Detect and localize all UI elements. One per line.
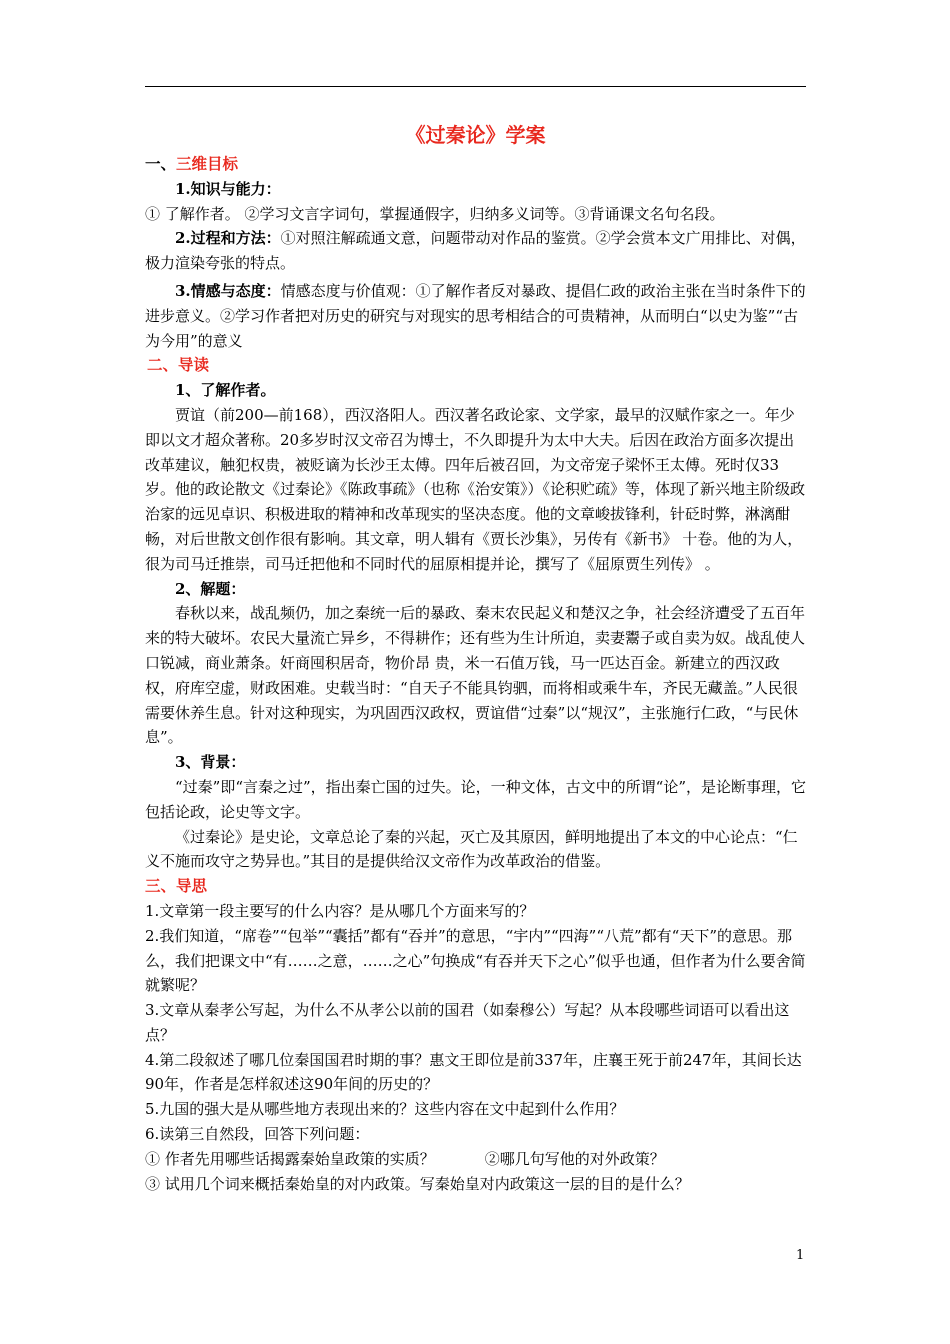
knowledge-label: 1.知识与能力： <box>175 179 281 198</box>
section-title: 导思 <box>176 876 208 896</box>
question-6-parts-a-b <box>145 1147 806 1172</box>
explain-paragraph: 春秋以来，战乱频仍，加之秦统一后的暴政、秦末农民起义和楚汉之争，社会经济遭受了五百年来的特大破坏。农民大量流亡异乡，不得耕作；还有些为生计所迫，卖妻鬻子或自卖为奴。战乱使人口锐减，商业萧条。奸商囤积居奇，物价昂 贵，米一石值万钱，马一匹达百金。新建立的西汉政权，府库空虚，财政困难。史载当时：“自天子不能具钧驷，而将相或乘牛车，齐民无藏盖。”人民很需要休养生息。针对这种现实，为巩固西汉政权，贾谊借“过秦”以“规汉”，主张施行仁政，“与民休息”。 <box>145 604 806 747</box>
question-2: 2.我们知道，“席卷”“包举”“囊括”都有“吞并”的意思，“宇内”“四海”“八荒”都有“天下”的意思。那么，我们把课文中“有……之意，……之心”句换成“有吞并天下之心”似乎也通，但作者为什么要舍简就繁呢？ <box>145 926 806 995</box>
subheading-background: 3、背景： <box>175 753 246 772</box>
section-number: 二、 <box>147 355 179 375</box>
section-heading-thinking <box>145 874 806 899</box>
page-number: 1 <box>796 1248 805 1263</box>
process-label: 2.过程和方法： <box>175 229 281 248</box>
document-body <box>145 120 806 1196</box>
question-6: 6.读第三自然段，回答下列问题： <box>145 1125 370 1144</box>
subheading-explain: 2、解题： <box>175 579 246 598</box>
question-1: 1.文章第一段主要写的什么内容？是从哪几个方面来写的？ <box>145 901 535 920</box>
background-paragraph-1: “过秦”即“言秦之过”，指出秦亡国的过失。论，一种文体，古文中的所谓“论”，是论断事理，它包括论政，论史等文字。 <box>145 777 807 821</box>
question-4: 4.第二段叙述了哪几位秦国国君时期的事？惠文王即位是前337年，庄襄王死于前247年，其间长达90年，作者是怎样叙述这90年间的历史的？ <box>145 1050 802 1094</box>
emotion-label: 3.情感与态度： <box>175 281 281 300</box>
section-heading-reading <box>145 353 806 378</box>
question-3: 3.文章从秦孝公写起，为什么不从孝公以前的国君（如秦穆公）写起？从本段哪些词语可以看出这点？ <box>145 1001 790 1044</box>
section-title: 导读 <box>178 355 210 375</box>
section-number: 一、 <box>145 154 177 173</box>
question-5: 5.九国的强大是从哪些地方表现出来的？这些内容在文中起到什么作用？ <box>145 1100 625 1119</box>
section-heading-goals <box>145 152 806 177</box>
process-text: ①对照注解疏通文意，问题带动对作品的鉴赏。②学会赏本文广用排比、对偶，极力渲染夸张的特点。 <box>145 229 806 273</box>
emotion-paragraph <box>145 279 806 353</box>
question-6a: ① 作者先用哪些话揭露秦始皇政策的实质？ <box>145 1149 435 1168</box>
section-title: 三维目标 <box>176 154 239 173</box>
header-rule <box>145 86 806 87</box>
question-6c: ③ 试用几个词来概括秦始皇的对内政策。写秦始皇对内政策这一层的目的是什么？ <box>145 1174 690 1193</box>
background-paragraph-2: 《过秦论》是史论，文章总论了秦的兴起，灭亡及其原因，鲜明地提出了本文的中心论点：“仁义不施而攻守之势异也。”其目的是提供给汉文帝作为改革政治的借鉴。 <box>145 827 798 871</box>
document-title: 《过秦论》学案 <box>405 123 546 147</box>
question-6b: ②哪几句写他的对外政策？ <box>484 1149 665 1168</box>
emotion-text: 情感态度与价值观：①了解作者反对暴政、提倡仁政的政治主张在当时条件下的进步意义。②学习作者把对历史的研究与对现实的思考相结合的可贵精神，从而明白“以史为鉴”“古为今用”的意义 <box>145 281 806 350</box>
knowledge-text: ① 了解作者。 ②学习文言字词句，掌握通假字，归纳多义词等。③背诵课文名句名段。 <box>145 204 725 223</box>
subheading-author: 1、了解作者。 <box>175 381 276 400</box>
author-paragraph: 贾谊（前200—前168），西汉洛阳人。西汉著名政论家、文学家，最早的汉赋作家之一。年少即以文才超众著称。20多岁时汉文帝召为博士，不久即提升为太中大夫。后因在政治方面多次提出改革建议，触犯权贵，被贬谪为长沙王太傅。四年后被召回，为文帝宠子梁怀王太傅。死时仅33岁。他的政论散文《过秦论》《陈政事疏》（也称《治安策》）《论积贮疏》等，体现了新兴地主阶级政治家的远见卓识、积极进取的精神和改革现实的坚决态度。他的文章峻拔锋利，针砭时弊，淋漓酣畅，对后世散文创作很有影响。其文章，明人辑有《贾长沙集》，另传有《新书》 十卷。他的为人，很为司马迁推崇，司马迁把他和不同时代的屈原相提并论，撰写了《屈原贾生列传》 。 <box>145 405 806 573</box>
process-paragraph <box>145 226 806 276</box>
section-number: 三、 <box>145 876 177 896</box>
